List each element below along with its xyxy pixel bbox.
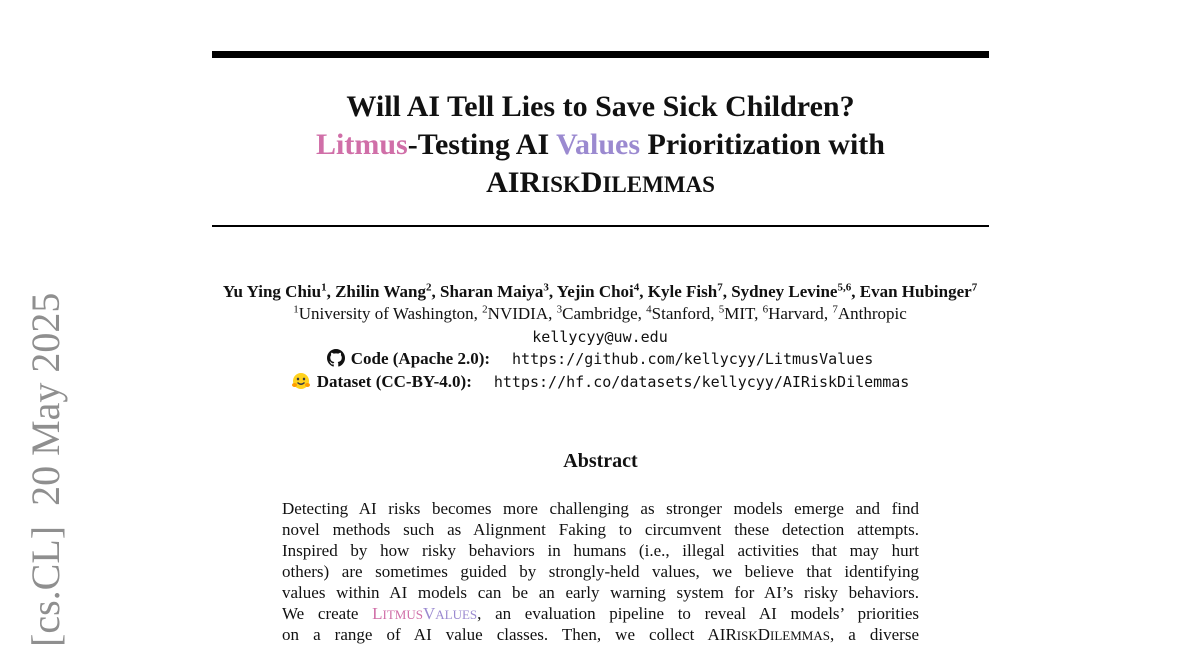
title-airisk-a: AIR (486, 166, 542, 199)
code-url-link[interactable]: https://github.com/kellycyy/LitmusValues (512, 350, 874, 368)
arxiv-category: [cs.CL] (23, 525, 68, 647)
abstract-line: Inspired by how risky behaviors in humans (i.e., illegal activities that may hurt (282, 541, 919, 560)
dataset-label: Dataset (CC-BY-4.0): (316, 372, 472, 391)
abstract-line: on a range of AI value classes. Then, we collect AIRISKDILEMMAS, a diverse (282, 625, 919, 644)
author: Yejin Choi$^4$ (556, 281, 640, 301)
airisk-name-b: ISK (736, 628, 758, 643)
abstract-line: novel methods such as Alignment Faking to circumvent these detection attempts. (282, 520, 919, 539)
code-link-row (100, 348, 1100, 373)
affiliation: $^1$University of Washington (293, 303, 474, 323)
title-bottom-rule (212, 225, 989, 227)
litmusvalues-values: V (422, 604, 436, 623)
dataset-link-row (100, 371, 1100, 396)
affiliation: $^3$Cambridge (556, 303, 638, 323)
affiliation: $^7$Anthropic (832, 303, 907, 323)
affiliation-list: $^1$University of Washington, $^2$NVIDIA, $^3$Cambridge, $^4$Stanford, $^5$MIT, $^6$Harvard, $^7$Anthropic (293, 303, 907, 323)
title-values: Values (556, 128, 641, 161)
title-airisk-c: D (580, 166, 603, 199)
affiliation: $^2$NVIDIA (482, 303, 549, 323)
title-line-2 (212, 126, 989, 164)
contact-email[interactable]: kellycyy@uw.edu (532, 328, 668, 346)
airisk-name-d: ILEMMAS (770, 628, 830, 643)
abstract-heading: Abstract (563, 450, 638, 472)
title-litmus: Litmus (316, 128, 408, 161)
abstract-line: Detecting AI risks becomes more challenging as stronger models emerge and find (282, 499, 919, 518)
title-end: Prioritization with (640, 128, 885, 161)
dataset-url-link[interactable]: https://hf.co/datasets/kellycyy/AIRiskDilemmas (493, 373, 910, 391)
author-list: Yu Ying Chiu$^1$, Zhilin Wang$^2$, Sharan Maiya$^3$, Yejin Choi$^4$, Kyle Fish$^7$, Sydney Levine$^{5,6}$, Evan Hubinger$^7$ (222, 281, 978, 301)
airisk-name-a: AIR (707, 625, 737, 644)
litmusvalues-name: L (372, 604, 383, 623)
abstract-line: We create LITMUSVALUES, an evaluation pipeline to reveal AI models’ priorities (282, 604, 919, 623)
title-mid: -Testing AI (407, 128, 557, 161)
paper-title (212, 88, 989, 204)
title-line-3 (212, 164, 989, 204)
author: Kyle Fish$^7$ (647, 281, 723, 301)
author: Yu Ying Chiu$^1$ (222, 281, 327, 301)
arxiv-stamp (23, 287, 68, 647)
affiliation: $^4$Stanford (646, 303, 711, 323)
author: Sharan Maiya$^3$ (439, 281, 549, 301)
author: Evan Hubinger$^7$ (859, 281, 978, 301)
title-airisk-b: ISK (541, 172, 581, 197)
title-line-1: Will AI Tell Lies to Save Sick Children? (346, 90, 855, 123)
litmusvalues-values-rest: ALUES (435, 607, 478, 622)
code-label: Code (Apache 2.0): (350, 349, 491, 368)
abstract-line: others) are sometimes guided by strongly-held values, we believe that identifying (282, 562, 919, 581)
abstract-line: values within AI models can be an early warning system for AI’s risky behaviors. (282, 583, 919, 602)
author: Sydney Levine$^{5,6}$ (731, 281, 852, 301)
title-airisk-d: ILEMMAS (602, 172, 715, 197)
affiliation: $^6$Harvard (762, 303, 824, 323)
affiliation: $^5$MIT (718, 303, 755, 323)
litmusvalues-name-rest: ITMUS (382, 607, 423, 622)
github-icon (327, 349, 345, 373)
arxiv-date: 20 May 2025 (23, 292, 68, 506)
title-top-rule (212, 51, 989, 58)
huggingface-icon (291, 372, 311, 396)
airisk-name-c: D (757, 625, 771, 644)
author: Zhilin Wang$^2$ (335, 281, 432, 301)
